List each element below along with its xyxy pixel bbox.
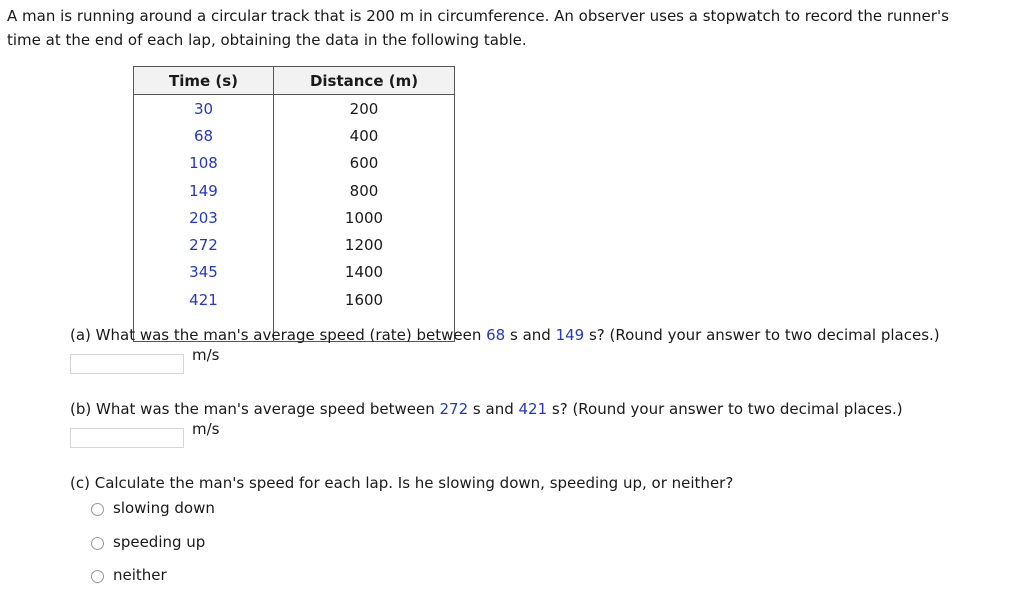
time-cell: 68 xyxy=(134,122,274,149)
time-cell: 149 xyxy=(134,177,274,204)
table-row xyxy=(134,177,455,204)
header-time: Time (s) xyxy=(134,67,274,95)
question-a-time-1: 68 xyxy=(486,326,506,344)
distance-cell: 1400 xyxy=(344,263,384,282)
answer-b-input[interactable] xyxy=(70,428,184,448)
distance-cell: 1200 xyxy=(344,236,384,255)
time-cell: 108 xyxy=(134,150,274,177)
answer-b-unit: m/s xyxy=(192,420,220,438)
time-cell: 272 xyxy=(134,231,274,258)
table-header-row xyxy=(134,67,455,95)
radio-icon[interactable] xyxy=(91,503,104,516)
question-a-time-2: 149 xyxy=(555,326,585,344)
question-b-time-1: 272 xyxy=(439,400,469,418)
question-b-suffix: s? (Round your answer to two decimal places.) xyxy=(547,400,903,418)
option-slowing-down[interactable] xyxy=(91,497,215,519)
table-row xyxy=(134,259,455,286)
table-row xyxy=(134,95,455,123)
time-cell: 30 xyxy=(134,95,274,123)
radio-icon[interactable] xyxy=(91,570,104,583)
time-cell: 421 xyxy=(134,286,274,313)
question-b-mid: s and xyxy=(468,400,519,418)
table-row xyxy=(134,150,455,177)
answer-a-unit: m/s xyxy=(192,346,220,364)
table-row xyxy=(134,231,455,258)
problem-statement-line-2: time at the end of each lap, obtaining the data in the following table. xyxy=(7,31,527,49)
table-row xyxy=(134,286,455,313)
table-row xyxy=(134,122,455,149)
problem-statement xyxy=(7,4,1017,52)
option-label: neither xyxy=(113,566,167,584)
problem-statement-line-1: A man is running around a circular track that is 200 m in circumference. An observer uses a stopwatch to record the runner's xyxy=(7,7,949,25)
time-distance-table xyxy=(133,66,455,342)
question-a-prefix: (a) What was the man's average speed (rate) between xyxy=(70,326,487,344)
answer-a-row xyxy=(70,346,220,374)
option-speeding-up[interactable] xyxy=(91,531,205,553)
distance-cell: 200 xyxy=(349,99,379,118)
time-cell: 203 xyxy=(134,204,274,231)
option-label: slowing down xyxy=(113,499,215,517)
answer-a-input[interactable] xyxy=(70,354,184,374)
question-b-time-2: 421 xyxy=(518,400,548,418)
distance-cell: 400 xyxy=(349,126,379,145)
option-label: speeding up xyxy=(113,533,206,551)
option-neither[interactable] xyxy=(91,564,167,586)
distance-cell: 1600 xyxy=(344,290,384,309)
header-distance: Distance (m) xyxy=(274,67,455,95)
question-a-suffix: s? (Round your answer to two decimal places.) xyxy=(584,326,940,344)
time-cell: 345 xyxy=(134,259,274,286)
distance-cell: 800 xyxy=(349,181,379,200)
question-b-prefix: (b) What was the man's average speed between xyxy=(70,400,440,418)
distance-cell: 1000 xyxy=(344,208,384,227)
question-b xyxy=(70,398,903,420)
table-row xyxy=(134,204,455,231)
radio-icon[interactable] xyxy=(91,537,104,550)
question-a xyxy=(70,324,940,346)
question-c: (c) Calculate the man's speed for each lap. Is he slowing down, speeding up, or neither? xyxy=(70,474,734,492)
distance-cell: 600 xyxy=(349,154,379,173)
answer-b-row xyxy=(70,420,220,448)
question-a-mid: s and xyxy=(505,326,556,344)
